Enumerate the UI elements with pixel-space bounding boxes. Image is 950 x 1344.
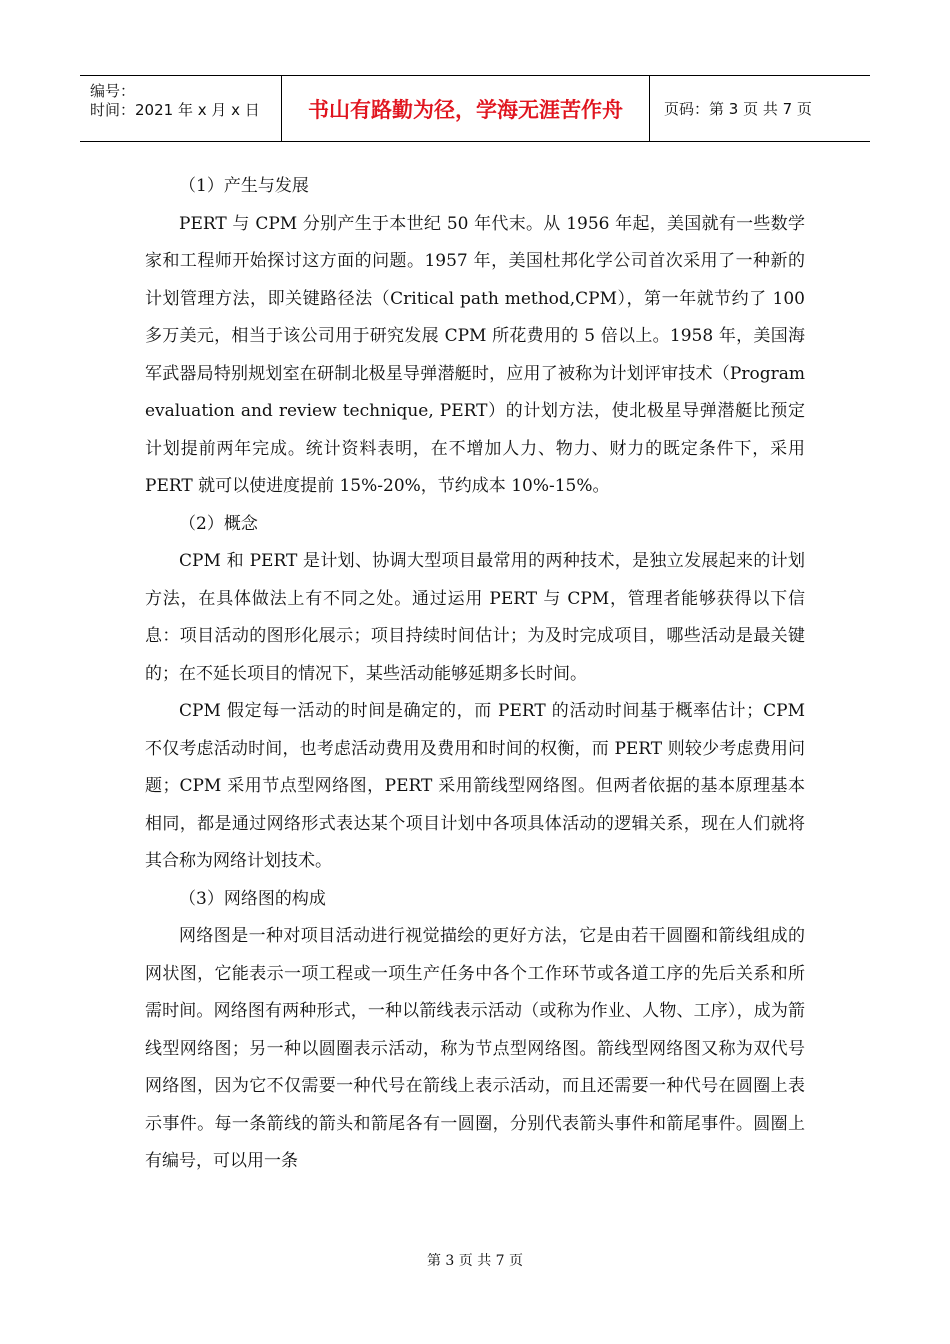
page-footer: 第 3 页 共 7 页: [426, 1253, 524, 1269]
section-heading-network: （3）网络图的构成: [179, 888, 326, 909]
document-body: [145, 168, 805, 1181]
paragraph-network: 网络图是一种对项目活动进行视觉描绘的更好方法，它是由若干圆圈和箭线组成的网状图，它能表示一项工程或一项生产任务中各个工作环节或各道工序的先后关系和所需时间。网络图有两种形式，一种以箭线表示活动（或称为作业、人物、工序），成为箭线型网络图；另一种以圆圈表示活动，称为节点型网络图。箭线型网络图又称为双代号网络图，因为它不仅需要一种代号在箭线上表示活动，而且还需要一种代号在圆圈上表示事件。每一条箭线的箭头和箭尾各有一圆圈，分别代表箭头事件和箭尾事件。圆圈上有编号，可以用一条: [145, 926, 805, 1171]
document-number-label: 编号：: [90, 82, 136, 100]
paragraph-origin: PERT 与 CPM 分别产生于本世纪 50 年代末。从 1956 年起，美国就有一些数学家和工程师开始探讨这方面的问题。1957 年，美国杜邦化学公司首次采用了一种新的计划管理方法，即关键路径法（Critical path method,CPM），第一年就节约了 100 多万美元，相当于该公司用于研究发展 CPM 所花费用的 5 倍以上。1958 年，美国海军武器局特别规划室在研制北极星导弹潜艇时，应用了被称为计划评审技术（Program evaluation and review technique, PERT）的计划方法，使北极星导弹潜艇比预定计划提前两年完成。统计资料表明，在不增加人力、物力、财力的既定条件下，采用 PERT 就可以使进度提前 15%-20%，节约成本 10%-15%。: [145, 213, 805, 496]
header-motto: 书山有路勤为径，学海无涯苦作舟: [282, 76, 650, 141]
document-header: [80, 75, 870, 142]
section-heading-origin: （1）产生与发展: [179, 176, 309, 196]
paragraph-concept-1: CPM 和 PERT 是计划、协调大型项目最常用的两种技术，是独立发展起来的计划方法，在具体做法上有不同之处。通过运用 PERT 与 CPM，管理者能够获得以下信息：项目活动的图形化展示；项目持续时间估计；为及时完成项目，哪些活动是最关键的；在不延长项目的情况下，某些活动能够延期多长时间。: [145, 551, 805, 684]
header-meta: [80, 76, 282, 141]
document-date: 时间：2021 年 x 月 x 日: [90, 101, 260, 119]
header-page-info: 页码：第 3 页 共 7 页: [664, 100, 812, 118]
section-heading-concept: （2）概念: [179, 513, 258, 534]
paragraph-concept-2: CPM 假定每一活动的时间是确定的，而 PERT 的活动时间基于概率估计；CPM 不仅考虑活动时间，也考虑活动费用及费用和时间的权衡，而 PERT 则较少考虑费用问题；CPM 采用节点型网络图，PERT 采用箭线型网络图。但两者依据的基本原理基本相同，都是通过网络形式表达某个项目计划中各项具体活动的逻辑关系，现在人们就将其合称为网络计划技术。: [145, 701, 805, 871]
